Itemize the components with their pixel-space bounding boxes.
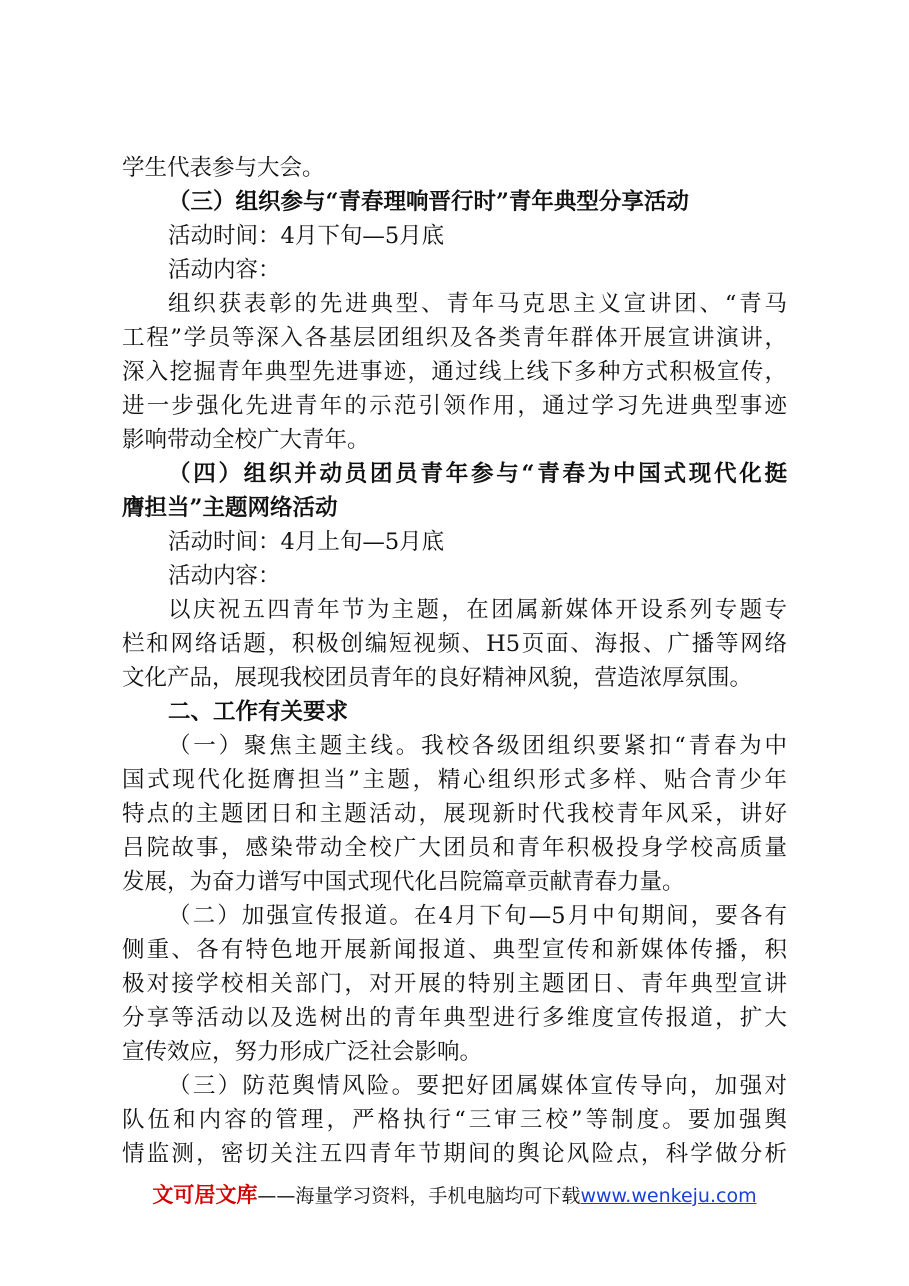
body-text-line: （一）聚焦主题主线。我校各级团组织要紧扣“青春为中 (168, 733, 787, 759)
body-text-line: 发展，为奋力谱写中国式现代化吕院篇章贡献青春力量。 (122, 869, 685, 895)
body-text-line: 极对接学校相关部门，对开展的特别主题团日、青年典型宣讲 (122, 971, 787, 997)
body-text-line: 栏和网络话题，积极创编短视频、H5页面、海报、广播等网络 (122, 631, 787, 657)
activity-content-label: 活动内容： (168, 257, 281, 283)
body-text-line: （二）加强宣传报道。在4月下旬—5月中旬期间，要各有 (168, 903, 787, 929)
activity-time: 活动时间：4月上旬—5月底 (168, 529, 445, 555)
activity-time: 活动时间：4月下旬—5月底 (168, 223, 445, 249)
body-text-line: 特点的主题团日和主题活动，展现新时代我校青年风采，讲好 (122, 801, 787, 827)
page-footer (0, 1180, 909, 1211)
body-text-line: 影响带动全校广大青年。 (122, 427, 370, 453)
body-text-line: 国式现代化挺膺担当”主题，精心组织形式多样、贴合青少年 (122, 767, 787, 793)
body-text-line: 进一步强化先进青年的示范引领作用，通过学习先进典型事迹 (122, 393, 787, 419)
subheading-four: （四）组织并动员团员青年参与“青春为中国式现代化挺 (168, 461, 787, 487)
section-heading-two: 二、工作有关要求 (168, 699, 349, 725)
body-text-line: 组织获表彰的先进典型、青年马克思主义宣讲团、“青马 (168, 291, 787, 317)
body-text-line: 文化产品，展现我校团员青年的良好精神风貌，营造浓厚氛围。 (122, 665, 753, 691)
body-text-line: （三）防范舆情风险。要把好团属媒体宣传导向，加强对 (168, 1073, 787, 1099)
subheading-three: （三）组织参与“青春理响晋行时”青年典型分享活动 (168, 189, 689, 215)
body-text-line: 宣传效应，努力形成广泛社会影响。 (122, 1039, 483, 1065)
body-text-line: 侧重、各有特色地开展新闻报道、典型宣传和新媒体传播，积 (122, 937, 787, 963)
body-text-line: 深入挖掘青年典型先进事迹，通过线上线下多种方式积极宣传， (122, 359, 787, 385)
subheading-four-cont: 膺担当”主题网络活动 (122, 495, 338, 521)
footer-url-link[interactable]: www.wenkeju.com (580, 1185, 757, 1207)
footer-brand: 文可居文库 (152, 1183, 258, 1207)
body-text-line: 工程”学员等深入各基层团组织及各类青年群体开展宣讲演讲， (122, 325, 787, 351)
body-text-line: 吕院故事，感染带动全校广大团员和青年积极投身学校高质量 (122, 835, 787, 861)
activity-content-label: 活动内容： (168, 563, 281, 589)
body-text-line: 学生代表参与大会。 (122, 155, 325, 181)
body-text-line: 队伍和内容的管理，严格执行“三审三校”等制度。要加强舆 (122, 1107, 787, 1133)
footer-slogan: ——海量学习资料，手机电脑均可下载 (257, 1185, 581, 1207)
body-text-line: 以庆祝五四青年节为主题，在团属新媒体开设系列专题专 (168, 597, 787, 623)
body-text-line: 分享等活动以及选树出的青年典型进行多维度宣传报道，扩大 (122, 1005, 787, 1031)
body-text-line: 情监测，密切关注五四青年节期间的舆论风险点，科学做分析 (122, 1141, 787, 1167)
